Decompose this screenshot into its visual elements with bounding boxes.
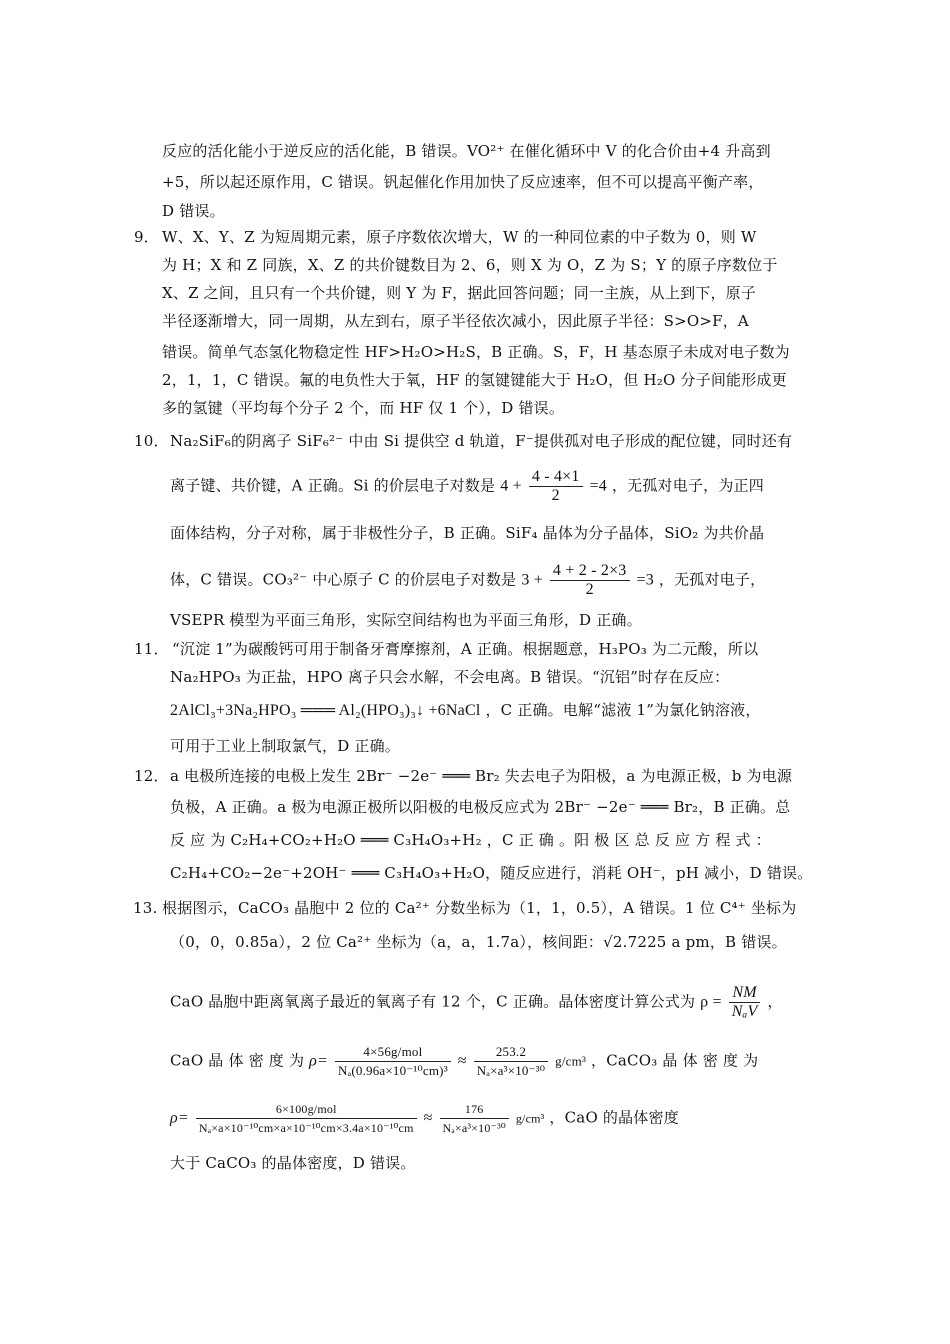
question-number: 13. (133, 899, 158, 917)
fraction-denominator: Nₐ×a³×10⁻³⁰ (442, 1121, 506, 1135)
text-line: VSEPR 模型为平面三角形，实际空间结构也为平面三角形，D 正确。 (170, 611, 642, 629)
fraction (550, 562, 630, 599)
fraction (474, 1043, 548, 1080)
text-line-with-formula (170, 1043, 758, 1080)
text-line: 反 应 为 C₂H₄+CO₂+H₂O ═══ C₃H₄O₃+H₂ ，C 正 确 。阳 极 区 总 反 应 方 程 式 ： (170, 831, 771, 849)
text-line: Na₂SiF₆的阴离子 SiF₆²⁻ 中由 Si 提供空 d 轨道，F⁻提供孤对电子形成的配位键，同时还有 (170, 432, 793, 450)
text-segment: ，无孤对电子，为正四 (611, 476, 764, 495)
fraction-numerator: NM (729, 984, 761, 1003)
text-line: +5，所以起还原作用，C 错误。钒起催化作用加快了反应速率，但不可以提高平衡产率， (162, 173, 764, 191)
formula-result: =4 (589, 477, 607, 495)
text-line-with-formula (170, 1100, 679, 1137)
text-segment: ，CaCO₃ 晶 体 密 度 为 (591, 1051, 759, 1070)
formula-term: ρ = (700, 993, 722, 1011)
fraction (440, 1100, 509, 1137)
formula-term: 3 + (521, 571, 543, 589)
text-line-with-formula (170, 562, 765, 599)
text-line: 根据图示，CaCO₃ 晶胞中 2 位的 Ca²⁺ 分数坐标为（1，1，0.5），A 错误。1 位 C⁴⁺ 坐标为 (162, 899, 797, 917)
text-segment: 体，C 错误。CO₃²⁻ 中心原子 C 的价层电子对数是 (170, 570, 517, 589)
fraction-numerator: 4×56g/mol (335, 1043, 451, 1062)
fraction-numerator: 253.2 (474, 1043, 548, 1062)
text-line: 大于 CaCO₃ 的晶体密度，D 错误。 (170, 1154, 416, 1172)
text-line: 2，1，1，C 错误。氟的电负性大于氧，HF 的氢键键能大于 H₂O，但 H₂O 分子间能形成更 (162, 371, 787, 389)
question-number: 9． (134, 228, 159, 246)
formula-term: ≈ (423, 1109, 433, 1127)
text-line: C₂H₄+CO₂−2e⁻+2OH⁻ ═══ C₃H₄O₃+H₂O，随反应进行，消耗 OH⁻，pH 减小，D 错误。 (170, 864, 813, 882)
fraction (196, 1100, 417, 1137)
text-segment: ， (767, 992, 783, 1011)
fraction (529, 468, 583, 505)
fraction-numerator: 6×100g/mol (196, 1100, 417, 1119)
text-line-with-formula (170, 699, 761, 722)
fraction (729, 984, 761, 1021)
text-segment: CaO 晶胞中距离氧离子最近的氧离子有 12 个，C 正确。晶体密度计算公式为 (170, 992, 696, 1011)
text-line: 半径逐渐增大，同一周期，从左到右，原子半径依次减小，因此原子半径：S>O>F，A (162, 312, 749, 330)
formula-term: ≈ (457, 1052, 467, 1070)
text-line: 错误。简单气态氢化物稳定性 HF>H₂O>H₂S，B 正确。S，F，H 基态原子未成对电子数为 (162, 343, 790, 361)
text-line: D 错误。 (162, 202, 225, 220)
formula-unit: g/cm³ (555, 1053, 587, 1069)
text-line: 负极，A 正确。a 极为电源正极所以阳极的电极反应式为 2Br⁻ −2e⁻ ═══ Br₂，B 正确。总 (170, 798, 791, 816)
text-segment: ，C 正确。电解“滤液 1”为氯化钠溶液， (485, 701, 761, 719)
text-line: 为 H；X 和 Z 同族，X、Z 的共价键数目为 2、6，则 X 为 O，Z 为 S；Y 的原子序数位于 (162, 256, 778, 274)
text-segment: CaO 晶 体 密 度 为 (170, 1051, 305, 1070)
fraction-numerator: 176 (440, 1100, 509, 1119)
question-number: 11． (134, 640, 169, 658)
formula-result: =3 (636, 571, 654, 589)
text-segment: ，CaO 的晶体密度 (549, 1108, 679, 1127)
text-line: “沉淀 1”为碳酸钙可用于制备牙膏摩擦剂，A 正确。根据题意，H₃PO₃ 为二元酸，所以 (172, 640, 759, 658)
fraction-numerator: 4 - 4×1 (529, 468, 583, 487)
formula-term: ρ= (309, 1052, 329, 1070)
chemical-equation: 2AlCl₃+3Na₂HPO₃ ═══ Al₂(HPO₃)₃↓ +6NaCl (170, 702, 481, 719)
text-line: X、Z 之间，且只有一个共价键，则 Y 为 F，据此回答问题；同一主族，从上到下，原子 (162, 284, 757, 302)
text-line: 反应的活化能小于逆反应的活化能，B 错误。VO²⁺ 在催化循环中 V 的化合价由+4 升高到 (162, 142, 771, 160)
text-line: a 电极所连接的电极上发生 2Br⁻ −2e⁻ ═══ Br₂ 失去电子为阳极，a 为电源正极，b 为电源 (170, 767, 793, 785)
text-line: （0，0，0.85a），2 位 Ca²⁺ 坐标为（a，a，1.7a），核间距：√2.7225 a pm，B 错误。 (170, 933, 787, 951)
formula-term: ρ= (170, 1109, 189, 1127)
fraction-denominator: Nₐ(0.96a×10⁻¹⁰cm)³ (338, 1063, 448, 1078)
fraction-numerator: 4 + 2 - 2×3 (550, 562, 630, 581)
fraction (335, 1043, 451, 1080)
fraction-denominator: Nₐ×a×10⁻¹⁰cm×a×10⁻¹⁰cm×3.4a×10⁻¹⁰cm (198, 1121, 414, 1135)
text-line-with-formula (170, 984, 783, 1021)
formula-term: 4 + (500, 477, 522, 495)
text-line: 可用于工业上制取氯气，D 正确。 (170, 737, 400, 755)
fraction-denominator: 2 (551, 487, 560, 504)
fraction-denominator: NₐV (731, 1003, 758, 1020)
question-number: 10． (134, 432, 169, 450)
text-line: Na₂HPO₃ 为正盐，HPO 离子只会水解，不会电离。B 错误。“沉铝”时存在反应： (170, 668, 730, 686)
text-line: W、X、Y、Z 为短周期元素，原子序数依次增大，W 的一种同位素的中子数为 0，则 W (162, 228, 757, 246)
formula-unit: g/cm³ (515, 1111, 545, 1126)
text-line: 面体结构，分子对称，属于非极性分子，B 正确。SiF₄ 晶体为分子晶体，SiO₂ 为共价晶 (170, 524, 765, 542)
fraction-denominator: 2 (585, 581, 594, 598)
text-segment: 离子键、共价键，A 正确。Si 的价层电子对数是 (170, 476, 496, 495)
question-number: 12． (134, 767, 169, 785)
fraction-denominator: Nₐ×a³×10⁻³⁰ (476, 1063, 546, 1078)
text-segment: ，无孤对电子， (658, 570, 766, 589)
text-line-with-formula (170, 468, 764, 505)
text-line: 多的氢键（平均每个分子 2 个，而 HF 仅 1 个），D 错误。 (162, 399, 565, 417)
